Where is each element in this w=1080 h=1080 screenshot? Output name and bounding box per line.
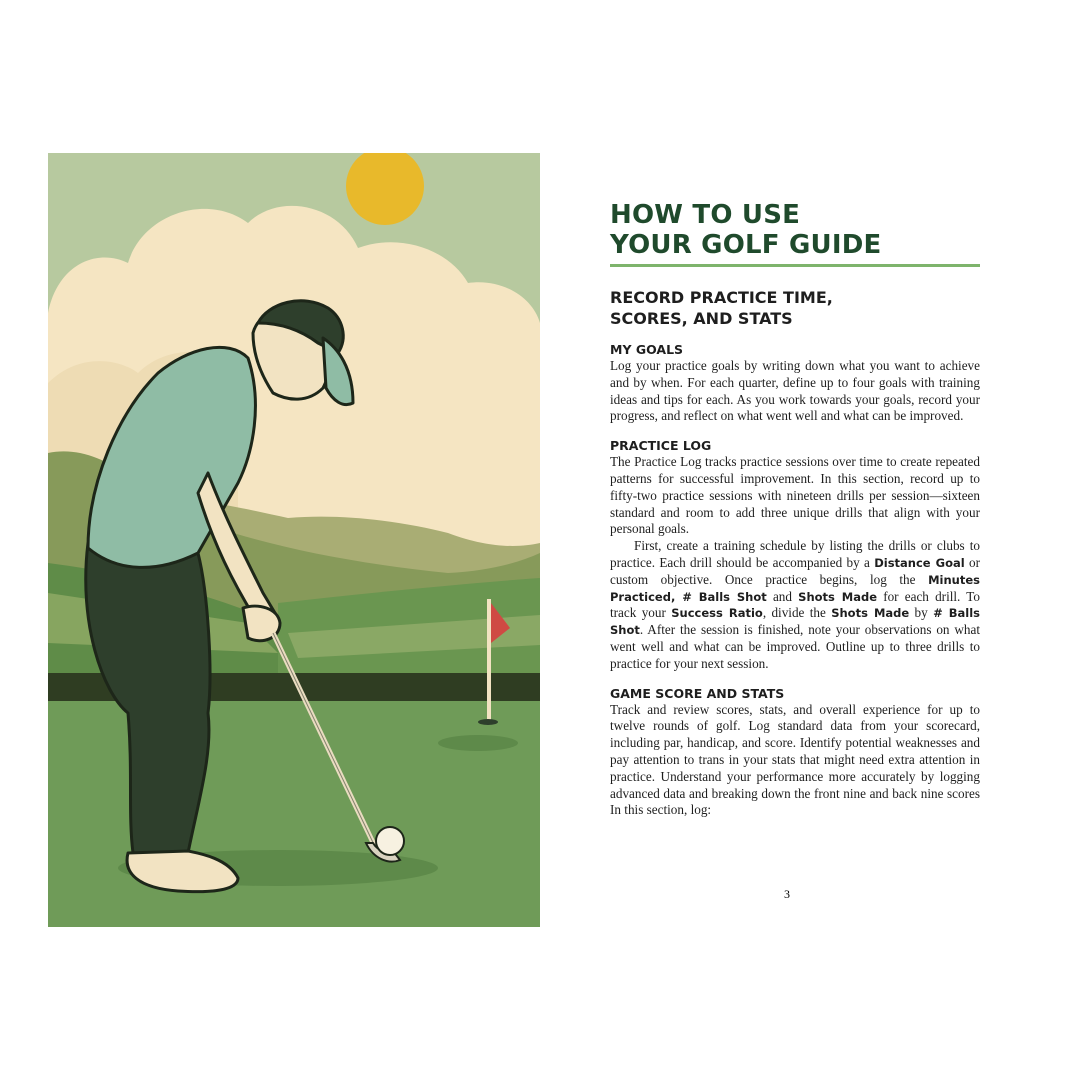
practice-log-paragraph-2 — [610, 538, 980, 672]
term-success-ratio: Success Ratio — [671, 606, 763, 621]
game-score-heading: GAME SCORE AND STATS — [610, 685, 785, 701]
page-title — [610, 200, 980, 260]
flag-shadow — [438, 735, 518, 751]
term-minutes-practiced: Minutes Practiced — [610, 572, 980, 604]
p2-text-g: and — [766, 588, 799, 604]
p2-text-i: for each drill. To track your — [610, 588, 981, 621]
golf-ball — [376, 827, 404, 855]
term-shots-made-2: Shots Made — [831, 606, 910, 621]
p2-text-k: , divide the — [762, 605, 832, 621]
section-title-line-1: RECORD PRACTICE TIME, — [610, 288, 833, 307]
putting-green — [48, 701, 540, 927]
my-goals-heading: MY GOALS — [610, 342, 684, 357]
title-underline — [610, 264, 980, 267]
term-balls-shot-2: # Balls Shot — [610, 606, 981, 638]
practice-log-paragraph-1: The Practice Log tracks practice sessions over time to create repeated patterns for successful improvement. In this section, record up to fifty-two practice sessions with nineteen drills per session—sixteen standard and room to add three unique drills that align with your personal goals. — [610, 454, 980, 537]
guide-text-page — [610, 200, 980, 819]
p2-text-m: by — [909, 605, 934, 621]
hole — [478, 719, 498, 725]
page-number: 3 — [784, 887, 790, 901]
my-goals-text: Log your practice goals by writing down what you want to achieve and by when. For each quarter, define up to four goals with training ideas and tips for each. As you work towards your goals, record your progress, and reflect on what went well and what can be improved. — [610, 358, 980, 424]
p2-text-o: . After the session is finished, note your observations on what went well and what can be improved. Outline up to three drills to practice for your next session. — [610, 622, 980, 671]
p2-text-e: , — [670, 589, 683, 604]
page-title-line-2: YOUR GOLF GUIDE — [610, 230, 882, 260]
term-shots-made: Shots Made — [798, 589, 878, 604]
term-distance-goal: Distance Goal — [874, 555, 965, 570]
section-title — [610, 287, 980, 329]
game-score-text: Track and review scores, stats, and overall experience for up to twelve rounds of golf. Log standard data from your scorecard, including par, handicap, and score. Identify potential weaknesses and pay attention to trans in your stats that might need extra attention in practice. Understand your performance more accurately by logging advanced data and breaking down the front nine and back nine scores In this section, log: — [610, 701, 980, 818]
golfer-illustration — [48, 153, 540, 927]
p2-text-c: or custom objective. Once practice begins, log the — [610, 554, 980, 587]
practice-log-heading: PRACTICE LOG — [610, 438, 712, 454]
section-title-line-2: SCORES, AND STATS — [610, 309, 793, 328]
page-title-line-1: HOW TO USE — [610, 200, 801, 230]
term-balls-shot: # Balls Shot — [682, 589, 767, 604]
p2-text-a: First, create a training schedule by listing the drills or clubs to practice. Each drill should be accompanied by a — [610, 538, 980, 570]
